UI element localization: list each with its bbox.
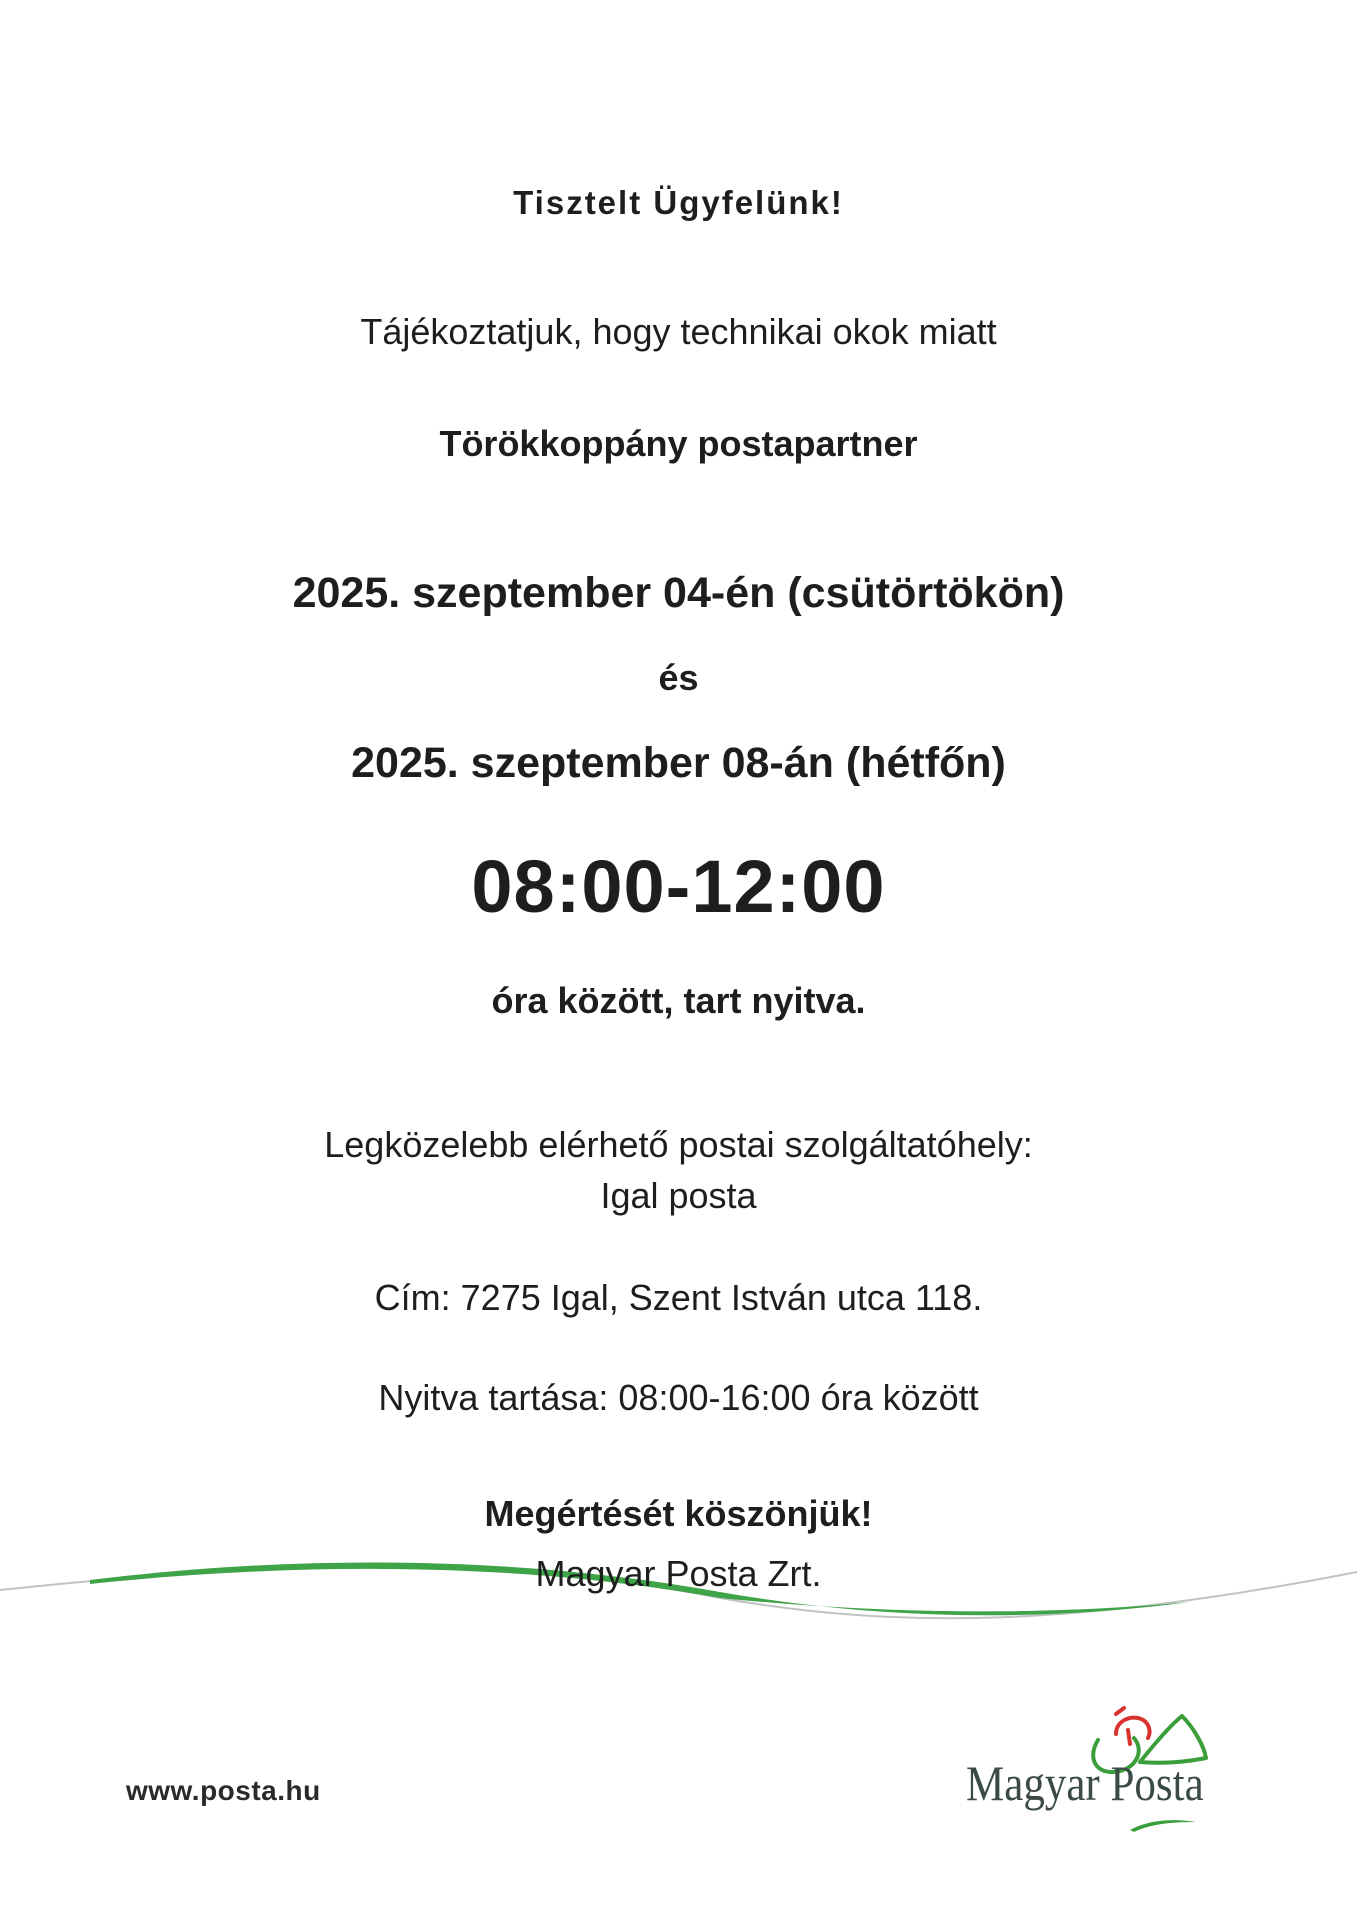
notice-sender: Magyar Posta Zrt.	[535, 1553, 822, 1594]
nearest-location-opening-hours: Nyitva tartása: 08:00-16:00 óra között	[378, 1377, 979, 1418]
nearest-location-name: Igal posta	[600, 1175, 757, 1216]
notice-date-first: 2025. szeptember 04-én (csütörtökön)	[292, 569, 1065, 617]
website-link[interactable]: www.posta.hu	[126, 1775, 321, 1806]
nearest-location-address: Cím: 7275 Igal, Szent István utca 118.	[374, 1277, 983, 1318]
magyar-posta-logo-text: Magyar Posta	[966, 1755, 1204, 1811]
nearest-location-label: Legközelebb elérhető postai szolgáltatóhely:	[324, 1124, 1033, 1165]
notice-intro: Tájékoztatjuk, hogy technikai okok miatt	[360, 311, 997, 352]
notice-hours: 08:00-12:00	[471, 845, 886, 928]
notice-thanks: Megértését köszönjük!	[484, 1493, 873, 1534]
notice-greeting: Tisztelt Ügyfelünk!	[513, 184, 844, 221]
notice-partner: Törökkoppány postapartner	[439, 423, 918, 464]
notice-date-second: 2025. szeptember 08-án (hétfőn)	[351, 739, 1006, 787]
logo-swoosh-icon	[1128, 1812, 1198, 1834]
notice-and: és	[658, 657, 699, 698]
notice-open-text: óra között, tart nyitva.	[491, 980, 866, 1021]
